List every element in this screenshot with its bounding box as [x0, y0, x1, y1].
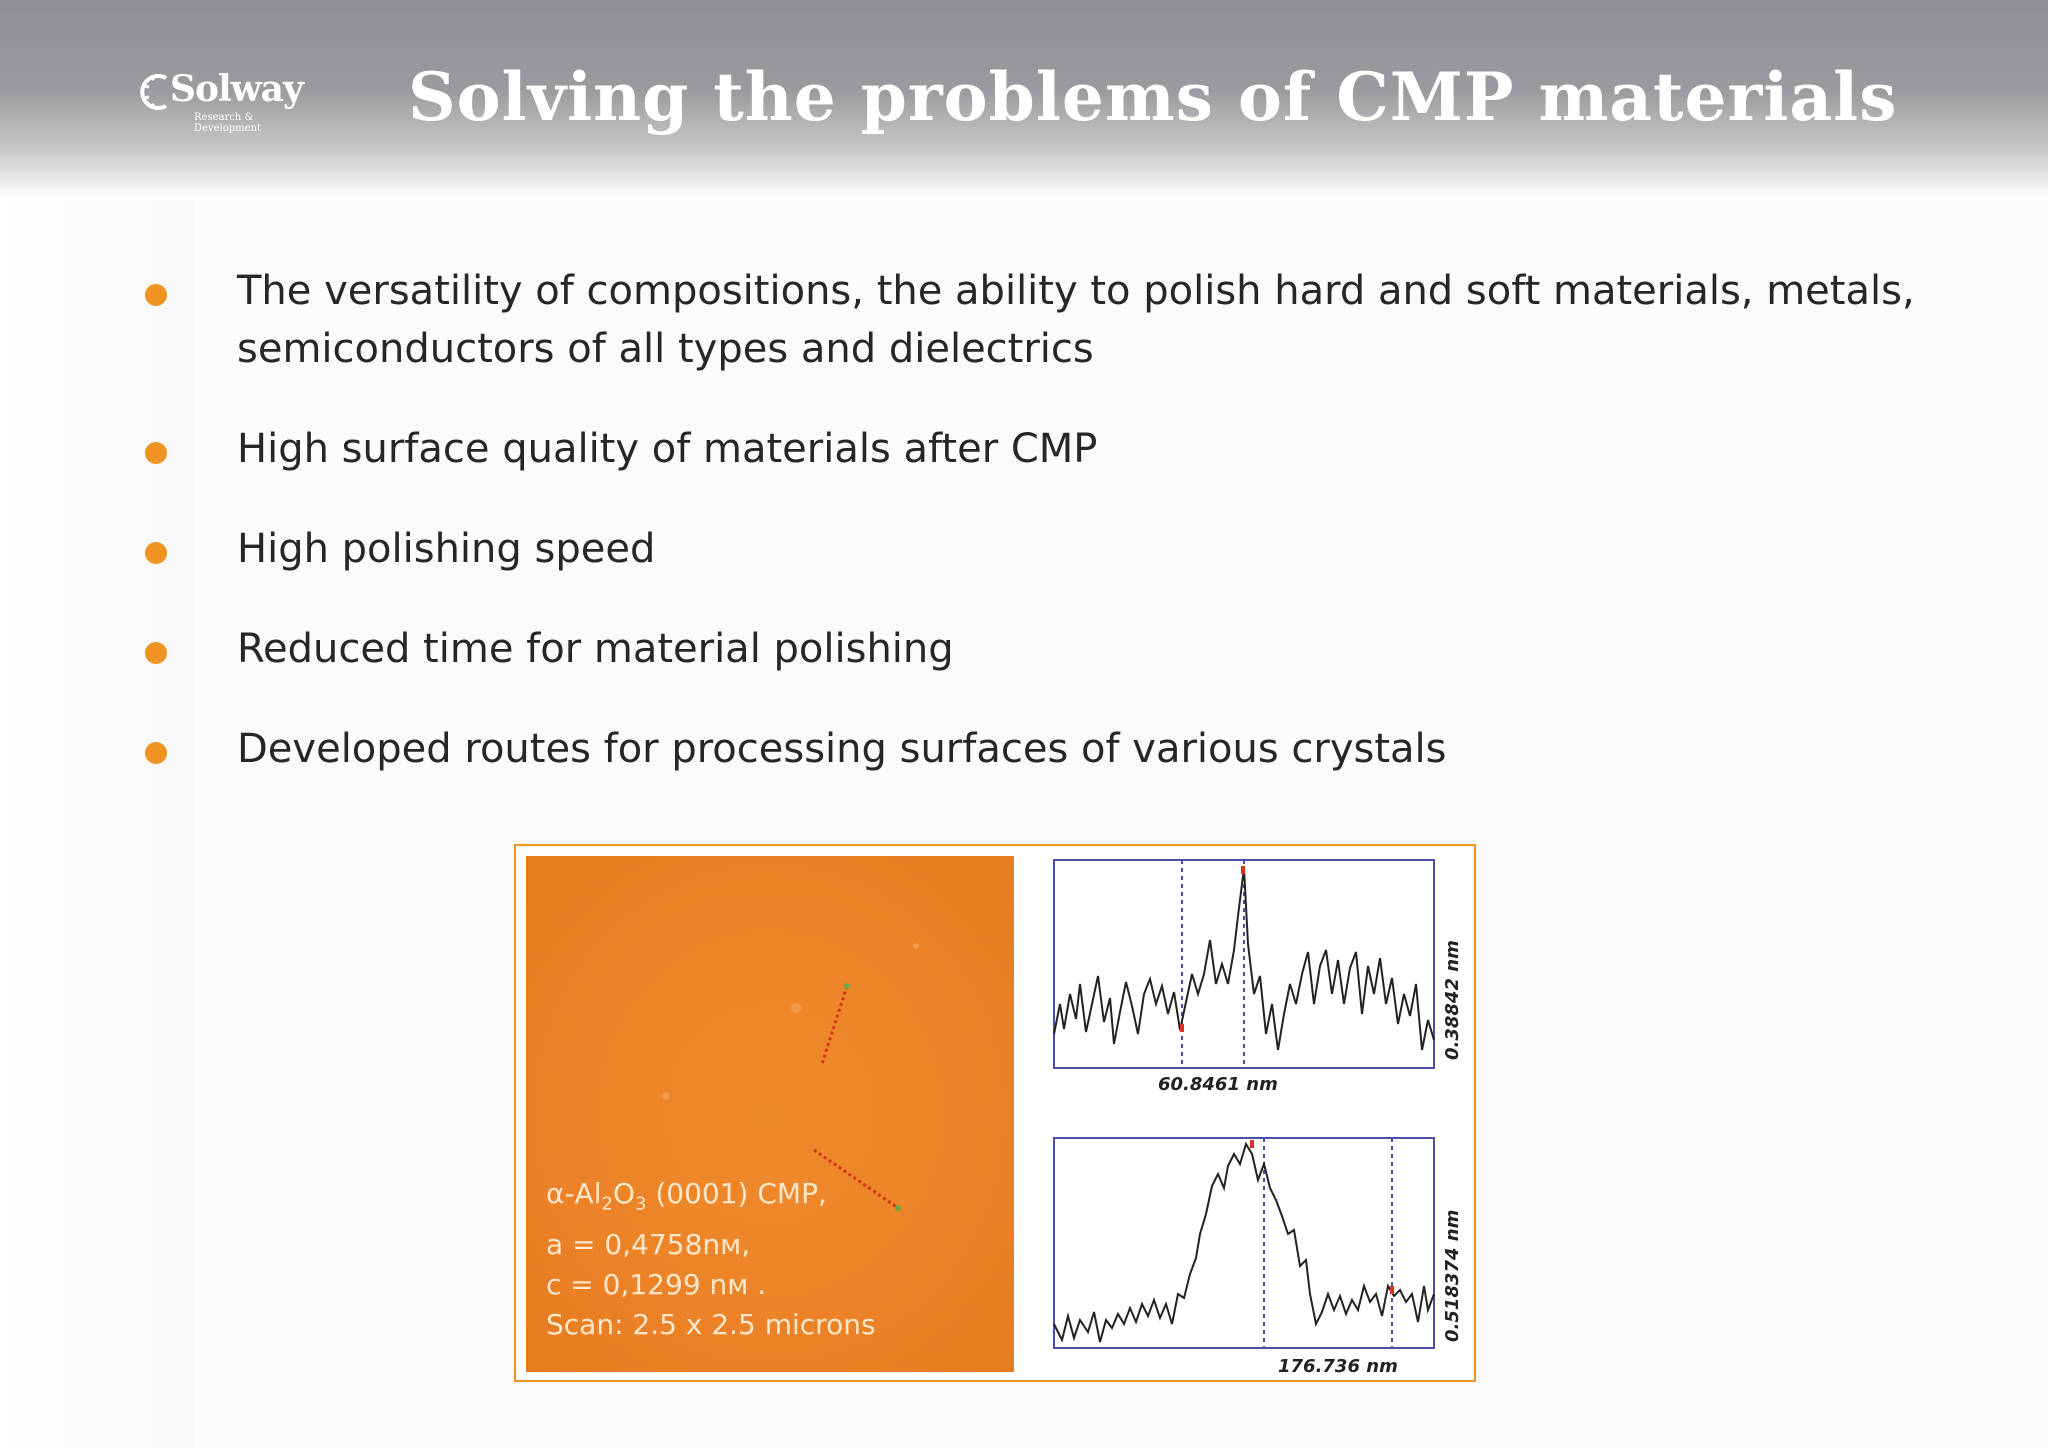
surface-speck	[662, 1092, 670, 1100]
profile-bottom-side-marker	[1390, 1286, 1394, 1294]
logo-name: Solway	[170, 68, 303, 110]
afm-surface-image	[526, 856, 1014, 1372]
bullet-text-line: High surface quality of materials after CMP	[237, 426, 1098, 472]
profile-bottom-x-label: 176.736 nm	[1278, 1356, 1398, 1377]
bullet-item	[140, 720, 1930, 778]
scan-line-1	[822, 986, 847, 1064]
profile-top-valley-marker	[1180, 1024, 1184, 1032]
bullet-text-line: semiconductors of all types and dielectrics	[237, 326, 1094, 372]
afm-caption	[546, 1174, 876, 1345]
logo-subtitle-line1: Research &	[194, 112, 254, 123]
bullet-item	[140, 520, 1930, 578]
caption-line-3: c = 0,1299 nм .	[546, 1267, 767, 1301]
profile-top-peak-marker	[1241, 866, 1245, 874]
bullet-dot-icon	[145, 642, 167, 664]
profile-top-y-label: 0.38842 nm	[1442, 940, 1463, 1060]
logo-subtitle-line2: Development	[194, 123, 261, 134]
profile-bottom-frame	[1054, 1138, 1434, 1348]
bullet-text-line: The versatility of compositions, the ability to polish hard and soft materials, metals,	[237, 268, 1915, 314]
caption-line-4: Scan: 2.5 x 2.5 microns	[546, 1307, 876, 1341]
afm-figure	[514, 844, 1476, 1382]
height-profiles	[1048, 854, 1468, 1378]
header-band	[0, 0, 2048, 200]
company-logo	[140, 68, 310, 138]
caption-line-1: $\alpha-Al_2O_3$ (0001) CMP,	[546, 1177, 827, 1215]
bullet-text-line: High polishing speed	[237, 526, 656, 572]
bullet-list	[140, 262, 1930, 778]
caption-line-2: a = 0,4758nм,	[546, 1227, 751, 1261]
profile-top-x-label: 60.8461 nm	[1158, 1074, 1278, 1095]
bullet-item	[140, 420, 1930, 478]
bullet-text-line: Developed routes for processing surfaces of various crystals	[237, 726, 1447, 772]
surface-speck	[791, 1003, 801, 1013]
scan-line-2-end	[895, 1205, 901, 1211]
bullet-dot-icon	[145, 442, 167, 464]
bullet-item	[140, 262, 1930, 378]
profile-bottom-peak-marker	[1250, 1140, 1254, 1148]
bullet-item	[140, 620, 1930, 678]
bullet-text-line: Reduced time for material polishing	[237, 626, 954, 672]
slide-title: Solving the problems of CMP materials	[408, 58, 1898, 136]
logo-subtitle	[194, 112, 314, 134]
surface-speck	[913, 943, 919, 949]
bullet-dot-icon	[145, 284, 167, 306]
bullet-dot-icon	[145, 542, 167, 564]
bullet-dot-icon	[145, 742, 167, 764]
scan-line-1-end	[844, 983, 850, 989]
profile-bottom-y-label: 0.518374 nm	[1442, 1209, 1463, 1342]
